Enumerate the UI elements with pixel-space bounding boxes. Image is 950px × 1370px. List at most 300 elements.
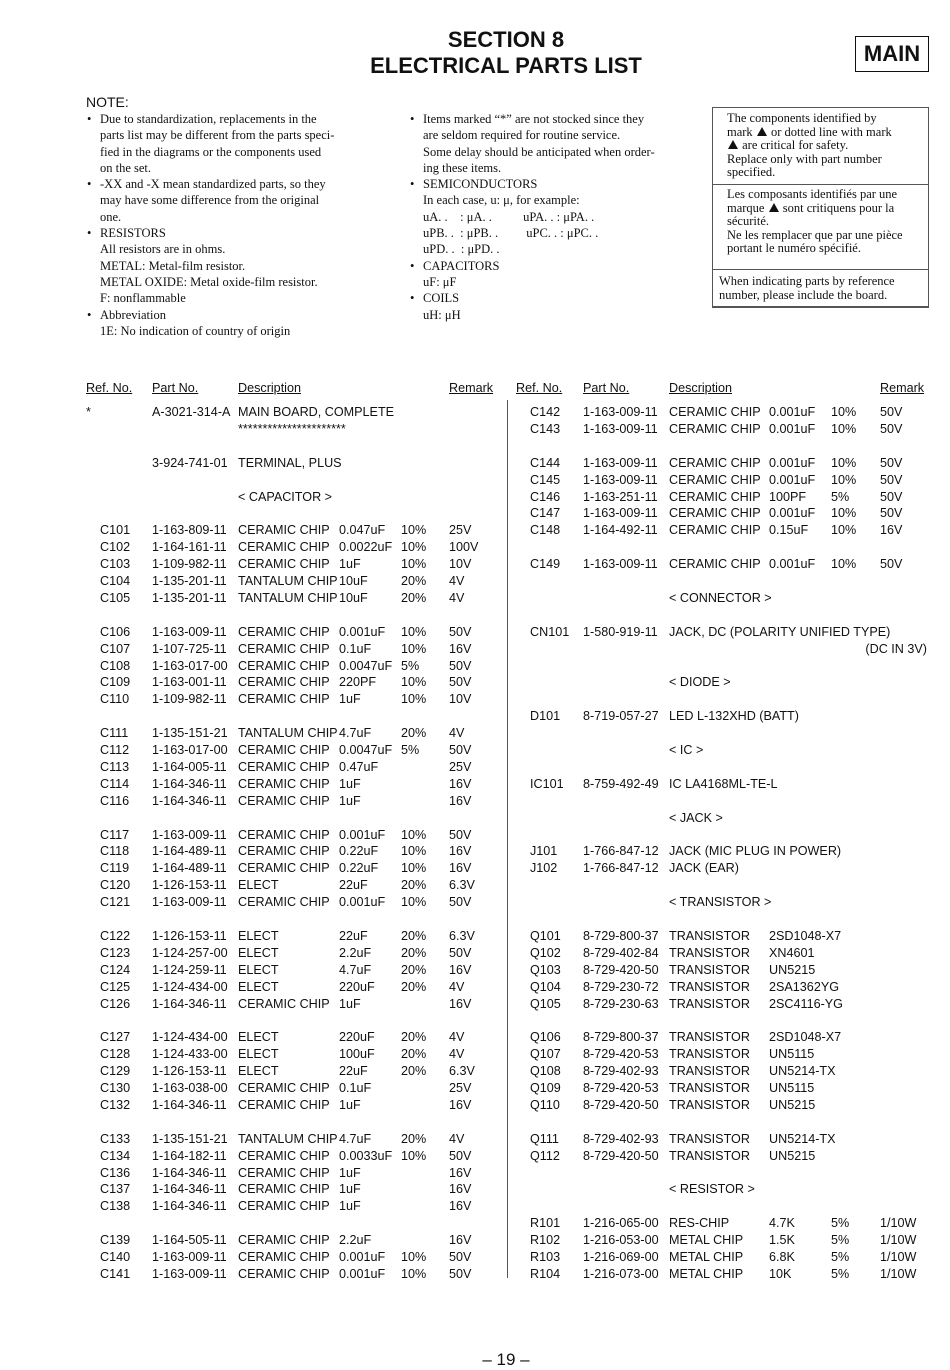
cell-value: UN5214-TX [769,1131,836,1146]
cell-part: 1-216-073-00 [583,1266,659,1281]
cell-part: 1-163-009-11 [583,421,658,436]
cell-value: 10uF [339,590,368,605]
cell-value: 0.001uF [339,895,386,910]
note-item [410,176,678,257]
cell-ref: C107 [100,641,131,656]
cell-ref: C106 [100,624,131,639]
cell-desc: CERAMIC CHIP [238,523,330,538]
cell-value: 22uF [339,1064,368,1079]
cell-remark: 50V [449,743,472,757]
cell-value: UN5115 [769,1047,815,1062]
cell-value: 2SA1362YG [769,979,840,994]
cell-desc: TANTALUM CHIP [238,1131,338,1146]
note-line: uPD. . : μPD. . [423,242,500,257]
cell-ref: C142 [530,405,561,419]
cell-part: 8-729-800-37 [583,1030,659,1045]
cell-remark: 10V [449,557,472,572]
cell-desc: TRANSISTOR [669,979,750,994]
cell-part: 1-164-005-11 [152,759,227,774]
cell-remark: 16V [449,962,472,977]
cell-part: 8-729-230-72 [583,979,659,994]
right-header-desc: Description [669,381,732,395]
cell-ref: C130 [100,1081,131,1095]
cell-part: 8-729-402-93 [583,1131,659,1146]
note-line: parts list may be different from the parts speci- [100,128,335,143]
cell-tol: 20% [401,726,427,741]
cell-remark: 4V [449,979,465,994]
cell-tol: 10% [401,540,427,555]
cell-value: 0.47uF [339,759,379,774]
cell-part: 1-163-017-00 [152,658,228,673]
cell-part: 8-729-420-53 [583,1081,659,1095]
cell-part: 1-135-201-11 [152,590,227,605]
cell-value: 22uF [339,928,368,943]
cell-value: 0.15uF [769,523,809,538]
cell-part: 1-163-009-11 [583,472,658,487]
note-line: 1E: No indication of country of origin [100,323,291,338]
cell-value: 0.22uF [339,861,379,876]
cell-remark: 16V [449,1165,472,1180]
cell-tol: 10% [831,523,857,538]
cell-ref: C145 [530,472,561,487]
cell-desc: ********************** [238,421,346,436]
note-line: uPB. . : μPB. . uPC. . : μPC. . [423,226,599,241]
cell-desc: TRANSISTOR [669,1097,750,1112]
cell-value: 100uF [339,1047,375,1062]
cell-ref: C109 [100,675,131,690]
bullet: • [410,291,415,306]
cell-desc: TRANSISTOR [669,1047,750,1062]
cell-tol: 10% [401,523,427,538]
cell-ref: C148 [530,523,561,538]
cell-part: 8-729-800-37 [583,928,659,943]
cell-part: 1-164-489-11 [152,844,227,859]
cell-tol: 5% [831,1250,850,1264]
note-item [87,176,350,225]
cell-value: 2SD1048-X7 [769,1030,842,1045]
cell-ref: Q106 [530,1030,561,1045]
warning-triangle-icon [757,127,767,136]
cell-desc: CERAMIC CHIP [669,506,761,521]
cell-part: 1-164-346-11 [152,776,227,791]
cell-value: 220PF [339,675,377,690]
cell-value: 0.0022uF [339,540,393,555]
cell-ref: C117 [100,827,130,842]
cell-remark: 16V [449,996,472,1011]
cell-tol: 20% [401,878,427,893]
cell-value: 0.001uF [769,455,816,470]
cell-ref: C132 [100,1097,131,1112]
cell-part: 1-163-017-00 [152,743,228,757]
cell-desc: < DIODE > [669,675,731,690]
cell-part: 1-164-346-11 [152,793,227,808]
cell-ref: C136 [100,1165,131,1180]
cell-desc: CERAMIC CHIP [238,1250,330,1264]
cell-value: UN5214-TX [769,1064,836,1079]
cell-desc: CERAMIC CHIP [238,1165,330,1180]
cell-ref: R104 [530,1266,561,1281]
cell-tol: 20% [401,945,427,960]
cell-ref: C119 [100,861,130,876]
cell-value: 0.001uF [339,624,386,639]
cell-value: 1uF [339,1182,361,1197]
cell-desc: CERAMIC CHIP [669,523,761,538]
cell-value: 0.001uF [769,472,816,487]
safety-notice-english [727,112,919,180]
cell-value: 1uF [339,557,361,572]
cell-desc: TRANSISTOR [669,1148,750,1163]
cell-desc: ELECT [238,945,279,960]
note-line: CAPACITORS [423,258,500,273]
cell-part: 8-729-420-50 [583,1097,659,1112]
cell-value: 4.7uF [339,1131,372,1146]
cell-part: 1-163-009-11 [152,1250,227,1264]
cell-desc: CERAMIC CHIP [238,996,330,1011]
cell-remark: 1/10W [880,1216,917,1231]
cell-part: 1-163-009-11 [583,455,658,470]
warning-triangle-icon [728,140,738,149]
cell-desc: CERAMIC CHIP [669,455,761,470]
cell-remark: 4V [449,590,465,605]
cell-desc: CERAMIC CHIP [238,895,330,910]
cell-value: 1uF [339,793,361,808]
cell-ref: C124 [100,962,131,977]
cell-tol: 20% [401,1030,427,1045]
box-line: sécurité. [727,214,769,229]
cell-desc: TRANSISTOR [669,1064,750,1079]
cell-ref: C134 [100,1148,131,1163]
cell-ref: C104 [100,574,131,588]
cell-part: 8-759-492-49 [583,776,659,791]
cell-ref: C111 [100,726,129,741]
bullet: • [87,177,92,192]
cell-desc: JACK (MIC PLUG IN POWER) [669,844,842,859]
cell-part: 1-164-346-11 [152,1199,227,1214]
cell-desc: ELECT [238,962,279,977]
left-header-remark: Remark [449,381,494,395]
cell-desc: TANTALUM CHIP [238,574,338,588]
right-header-remark: Remark [880,381,925,395]
cell-desc: TANTALUM CHIP [238,726,338,741]
cell-desc: ELECT [238,1030,279,1045]
cell-ref: C116 [100,793,130,808]
box-line: specified. [727,165,776,180]
cell-tol: 20% [401,1047,427,1062]
cell-value: UN5215 [769,1097,816,1112]
cell-value: 0.0033uF [339,1148,393,1163]
cell-value: 1uF [339,692,361,707]
cell-desc: CERAMIC CHIP [669,472,761,487]
cell-value: 0.001uF [769,421,816,436]
cell-remark: 50V [449,624,472,639]
cell-desc: CERAMIC CHIP [238,557,330,572]
cell-remark: 50V [449,827,472,842]
cell-ref: C121 [100,895,131,910]
cell-part: 1-164-346-11 [152,1097,227,1112]
cell-tol: 10% [831,455,857,470]
cell-desc: IC LA4168ML-TE-L [669,776,778,791]
cell-value: 0.001uF [769,506,816,521]
cell-part: 1-163-009-11 [152,1266,227,1281]
note-line: METAL OXIDE: Metal oxide-film resistor. [100,274,318,289]
cell-desc: CERAMIC CHIP [238,1148,330,1163]
cell-ref: C133 [100,1131,131,1146]
note-item [87,225,350,306]
cell-tol: 10% [401,844,427,859]
cell-ref: C140 [100,1250,131,1264]
right-header-ref: Ref. No. [516,381,563,395]
cell-remark: 4V [449,726,465,741]
cell-remark: 50V [449,1250,472,1264]
cell-desc: < RESISTOR > [669,1182,755,1197]
cell-desc: METAL CHIP [669,1250,744,1264]
cell-desc: JACK (EAR) [669,861,739,876]
cell-remark: 4V [449,1131,465,1146]
cell-desc: CERAMIC CHIP [238,793,330,808]
cell-desc: CERAMIC CHIP [238,1233,330,1248]
cell-value: 220uF [339,1030,375,1045]
cell-part: 1-766-847-12 [583,861,659,876]
cell-tol: 10% [831,557,857,572]
cell-desc: TRANSISTOR [669,962,750,977]
cell-tol: 10% [401,624,427,639]
cell-remark: 1/10W [880,1233,917,1248]
cell-value: 2SC4116-YG [769,996,843,1011]
cell-desc: ELECT [238,928,279,943]
note-line: Some delay should be anticipated when order- [423,144,655,159]
cell-tol: 20% [401,962,427,977]
cell-remark: 6.3V [449,878,475,893]
cell-desc: < JACK > [669,810,723,825]
cell-part: 1-135-151-21 [152,726,228,741]
cell-desc: TRANSISTOR [669,945,750,960]
cell-part: 1-135-201-11 [152,574,227,588]
cell-ref: C126 [100,996,131,1011]
cell-desc: CERAMIC CHIP [238,1199,330,1214]
notes-column-2 [410,111,678,323]
note-line: COILS [423,291,460,306]
cell-remark: 16V [449,793,472,808]
cell-value: 1.5K [769,1233,795,1248]
cell-part: 1-163-009-11 [583,405,658,419]
cell-tol: 20% [401,979,427,994]
cell-ref: C103 [100,557,131,572]
cell-remark: 4V [449,1047,465,1062]
cell-desc: CERAMIC CHIP [669,489,761,504]
cell-desc: < TRANSISTOR > [669,895,772,910]
page-title: ELECTRICAL PARTS LIST [370,53,642,78]
cell-tol: 10% [831,506,857,521]
box-line: Replace only with part number [727,151,882,166]
cell-part: 1-164-161-11 [152,540,227,555]
cell-tol: 10% [831,405,857,419]
cell-remark: 50V [449,675,472,690]
safety-divider [713,184,928,185]
cell-desc: ELECT [238,979,279,994]
column-divider [507,400,508,1278]
cell-value: 10uF [339,574,368,588]
box-line: Les composants identifiés par une [727,187,898,201]
right-header-part: Part No. [583,381,630,395]
cell-desc: CERAMIC CHIP [238,1081,330,1095]
cell-tol: 20% [401,1131,427,1146]
box-line: When indicating parts by reference [719,274,895,288]
cell-value: 0.1uF [339,641,372,656]
cell-ref: Q112 [530,1148,560,1163]
cell-ref: C102 [100,540,131,555]
cell-tol: 5% [831,1266,850,1281]
cell-part: 1-163-009-11 [583,506,658,521]
cell-desc: CERAMIC CHIP [669,421,761,436]
note-line: Abbreviation [100,307,166,322]
cell-value: 1uF [339,996,361,1011]
cell-ref: R102 [530,1233,561,1248]
cell-value: UN5115 [769,1081,815,1095]
cell-remark: 16V [449,641,472,656]
note-item [87,307,350,340]
cell-value: 22uF [339,878,368,893]
cell-value: UN5215 [769,1148,816,1163]
cell-value: 2.2uF [339,1233,372,1248]
cell-part: 1-163-009-11 [583,557,658,572]
cell-value: 1uF [339,1199,361,1214]
cell-tol: 5% [401,743,420,757]
cell-part: 1-163-001-11 [152,675,227,690]
cell-value: 1uF [339,776,361,791]
note-line: In each case, u: μ, for example: [423,193,580,208]
cell-remark: 16V [449,1233,472,1248]
cell-part: 1-164-182-11 [152,1148,227,1163]
cell-desc: CERAMIC CHIP [238,658,330,673]
cell-ref: C137 [100,1182,131,1197]
cell-tol: 5% [831,1216,850,1231]
cell-ref: C114 [100,776,130,791]
cell-tol: 10% [401,1148,427,1163]
cell-desc: CERAMIC CHIP [238,1182,330,1197]
cell-ref: C101 [100,523,131,538]
cell-part: 1-163-038-00 [152,1081,228,1095]
cell-remark: 16V [449,1199,472,1214]
note-line: Due to standardization, replacements in the [100,112,317,126]
note-line: ing these items. [423,160,502,175]
cell-part: 1-163-251-11 [583,489,658,504]
cell-remark: 4V [449,1030,465,1045]
cell-value: 0.0047uF [339,743,393,757]
cell-value: 2SD1048-X7 [769,928,842,943]
cell-ref: C122 [100,928,131,943]
cell-remark: 1/10W [880,1250,917,1264]
box-line: number, please include the board. [719,287,888,302]
cell-tol: 20% [401,928,427,943]
cell-desc: CERAMIC CHIP [238,1266,330,1281]
cell-remark: 50V [880,421,903,436]
section-number: SECTION 8 [447,27,565,52]
cell-remark: 25V [449,1081,472,1095]
cell-ref: C123 [100,945,131,960]
cell-value: 4.7uF [339,726,372,741]
note-line: uH: μH [423,307,461,322]
cell-value: 0.001uF [339,1250,386,1264]
cell-part: 1-216-053-00 [583,1233,659,1248]
cell-remark: 50V [880,506,903,521]
note-line: F: nonflammable [100,291,186,306]
cell-desc: CERAMIC CHIP [238,641,330,656]
cell-part: 1-216-069-00 [583,1250,659,1264]
cell-part: 1-135-151-21 [152,1131,228,1146]
cell-ref: R101 [530,1216,561,1231]
cell-ref: C113 [100,759,130,774]
cell-desc: LED L-132XHD (BATT) [669,709,799,724]
cell-remark: 6.3V [449,1064,475,1079]
board-label-box: MAIN [855,36,929,72]
cell-part: 1-216-065-00 [583,1216,659,1231]
note-line: fied in the diagrams or the components used [100,144,322,159]
left-header-ref: Ref. No. [86,381,133,395]
cell-ref: C141 [100,1266,131,1281]
cell-tol: 10% [401,557,427,572]
cell-ref: C110 [100,692,130,707]
cell-desc: JACK, DC (POLARITY UNIFIED TYPE) [669,624,891,639]
note-line: one. [100,209,122,224]
cell-remark: 50V [880,489,903,504]
cell-part: 1-126-153-11 [152,878,227,893]
note-line: SEMICONDUCTORS [423,177,538,192]
cell-desc: MAIN BOARD, COMPLETE [238,405,395,419]
cell-part: 8-729-402-93 [583,1064,659,1079]
cell-remark: 50V [880,405,903,419]
cell-part: 1-164-492-11 [583,523,658,538]
cell-ref: C105 [100,590,131,605]
cell-desc: CERAMIC CHIP [669,557,761,572]
bullet: • [410,258,415,273]
cell-ref: CN101 [530,624,570,639]
cell-desc: CERAMIC CHIP [238,675,330,690]
cell-desc: CERAMIC CHIP [238,1097,330,1112]
cell-ref: * [86,405,91,419]
board-note-text [719,275,924,302]
cell-desc: ELECT [238,1047,279,1062]
note-line: uA. . : μA. . uPA. . : μPA. . [423,209,595,224]
cell-desc: TERMINAL, PLUS [238,455,342,470]
cell-desc: CERAMIC CHIP [238,844,330,859]
cell-remark: 50V [880,557,903,572]
box-line: portant le numéro spécifié. [727,241,861,256]
cell-part: 1-163-009-11 [152,827,227,842]
cell-desc: CERAMIC CHIP [238,540,330,555]
bullet: • [87,307,92,322]
cell-tol: 10% [401,1266,427,1281]
cell-ref: C139 [100,1233,131,1248]
cell-value: 0.047uF [339,523,386,538]
cell-value: 10K [769,1266,792,1281]
cell-desc: CERAMIC CHIP [238,692,330,707]
cell-desc: CERAMIC CHIP [238,861,330,876]
cell-part: 1-164-489-11 [152,861,227,876]
cell-ref: C120 [100,878,131,893]
note-item [87,111,350,176]
cell-remark: 50V [880,472,903,487]
cell-tol: 10% [401,895,427,910]
cell-remark: 6.3V [449,928,475,943]
bullet: • [410,177,415,192]
cell-tol: 10% [401,861,427,876]
cell-part: 1-124-434-00 [152,979,228,994]
note-line: -XX and -X mean standardized parts, so they [100,177,326,192]
note-line: METAL: Metal-film resistor. [100,258,246,273]
cell-remark: 16V [449,861,472,876]
cell-value: 100PF [769,489,807,504]
cell-ref: Q101 [530,928,561,943]
